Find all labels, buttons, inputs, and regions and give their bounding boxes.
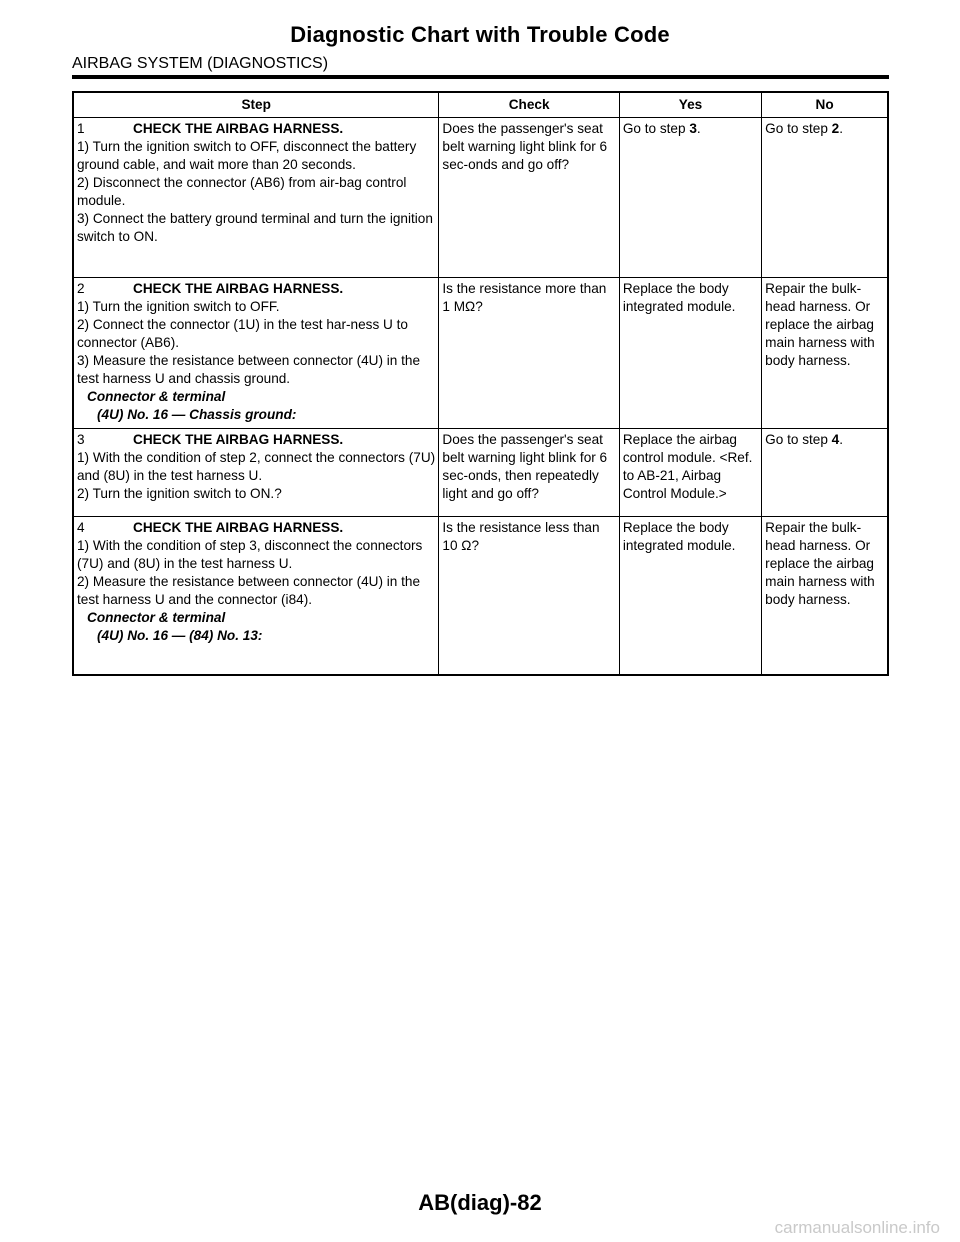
table-row [73, 429, 888, 517]
step-instruction: 2) Turn the ignition switch to ON.? [77, 486, 282, 501]
step-number: 2 [77, 281, 85, 296]
table-row [73, 118, 888, 278]
step-cell [73, 517, 439, 675]
step-instruction: 3) Connect the battery ground terminal and turn the ignition switch to ON. [77, 211, 433, 244]
no-text-end: . [839, 432, 844, 447]
table-row [73, 517, 888, 675]
yes-text-end: . [696, 121, 701, 136]
section-title: AIRBAG SYSTEM (DIAGNOSTICS) [72, 55, 329, 72]
table-row [73, 278, 888, 429]
step-instruction: 1) With the condition of step 2, connect the connectors (7U) and (8U) in the test harness U. [77, 450, 436, 483]
no-cell: Repair the bulk-head harness. Or replace the airbag main harness with body harness. [762, 278, 888, 429]
yes-text: Go to step [622, 121, 690, 136]
step-cell [73, 429, 439, 517]
step-instruction: 3) Measure the resistance between connector (4U) in the test harness U and chassis ground. [77, 353, 421, 386]
step-title: CHECK THE AIRBAG HARNESS. [133, 520, 344, 535]
column-header-no: No [762, 92, 888, 118]
connector-terminal: (4U) No. 16 — Chassis ground: [97, 407, 297, 422]
page-number: AB(diag)-82 [418, 1190, 542, 1215]
step-instruction: 2) Measure the resistance between connector (4U) in the test harness U and the connector (i84). [77, 574, 421, 607]
step-instruction: 2) Disconnect the connector (AB6) from air-bag control module. [77, 175, 407, 208]
yes-cell: Replace the body integrated module. [619, 517, 761, 675]
column-header-step: Step [73, 92, 439, 118]
column-header-check: Check [439, 92, 619, 118]
diagnostic-table [72, 91, 889, 676]
step-instruction: 1) Turn the ignition switch to OFF, disconnect the battery ground cable, and wait more than 20 seconds. [77, 139, 417, 172]
yes-cell [619, 118, 761, 278]
page-title: Diagnostic Chart with Trouble Code [290, 22, 670, 47]
watermark: carmanualsonline.info [774, 1218, 940, 1237]
step-title: CHECK THE AIRBAG HARNESS. [133, 432, 344, 447]
step-cell [73, 118, 439, 278]
step-cell [73, 278, 439, 429]
no-step-ref: 2 [831, 121, 840, 136]
step-number: 4 [77, 520, 85, 535]
header-rule [72, 75, 889, 79]
step-title: CHECK THE AIRBAG HARNESS. [133, 281, 344, 296]
no-cell: Repair the bulk-head harness. Or replace the airbag main harness with body harness. [762, 517, 888, 675]
step-instruction: 1) With the condition of step 3, disconnect the connectors (7U) and (8U) in the test harness U. [77, 538, 423, 571]
no-text: Go to step [765, 432, 832, 447]
step-title: CHECK THE AIRBAG HARNESS. [133, 121, 344, 136]
yes-step-ref: 3 [689, 121, 697, 136]
step-number: 3 [77, 432, 85, 447]
check-cell: Does the passenger's seat belt warning light blink for 6 sec-onds and go off? [439, 118, 619, 278]
step-number: 1 [77, 121, 85, 136]
yes-cell: Replace the body integrated module. [619, 278, 761, 429]
step-instruction: 2) Connect the connector (1U) in the test har-ness U to connector (AB6). [77, 317, 408, 350]
check-cell: Does the passenger's seat belt warning light blink for 6 sec-onds, then repeatedly light and go off? [439, 429, 619, 517]
column-header-yes: Yes [619, 92, 761, 118]
no-step-ref: 4 [831, 432, 840, 447]
connector-terminal: (4U) No. 16 — (84) No. 13: [97, 628, 263, 643]
step-instruction: 1) Turn the ignition switch to OFF. [77, 299, 280, 314]
no-text-end: . [839, 121, 844, 136]
yes-cell: Replace the airbag control module. <Ref. to AB-21, Airbag Control Module.> [619, 429, 761, 517]
connector-label: Connector & terminal [87, 389, 226, 404]
check-cell: Is the resistance less than 10 Ω? [439, 517, 619, 675]
connector-label: Connector & terminal [87, 610, 226, 625]
check-cell: Is the resistance more than 1 MΩ? [439, 278, 619, 429]
no-cell [762, 429, 888, 517]
table-header-row [73, 92, 888, 118]
no-text: Go to step [765, 121, 832, 136]
no-cell [762, 118, 888, 278]
